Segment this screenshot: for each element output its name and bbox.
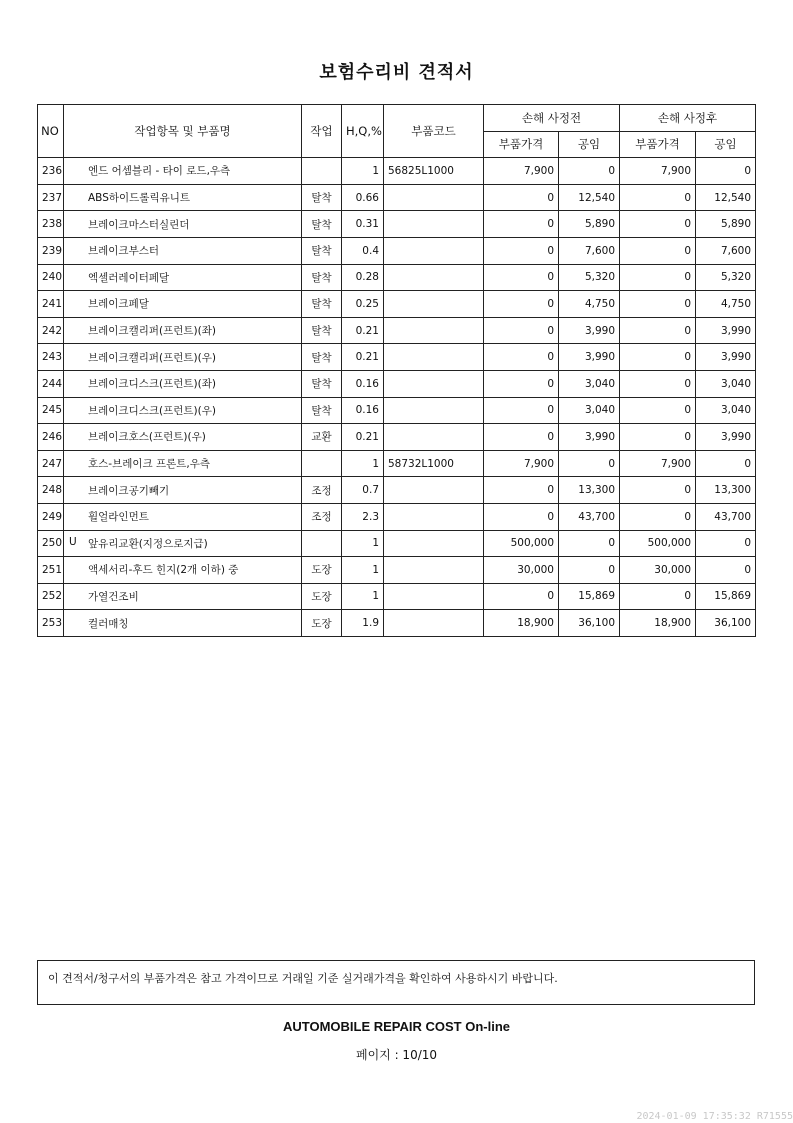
row-item-name-text: 컬러매칭 <box>88 617 129 630</box>
row-after-labor: 43,700 <box>696 503 756 530</box>
row-after-labor: 0 <box>696 450 756 477</box>
row-before-part-price: 0 <box>484 211 559 238</box>
row-after-labor: 0 <box>696 530 756 557</box>
row-no-value: 242 <box>42 324 63 337</box>
row-no <box>38 397 64 424</box>
row-item-name-text: 브레이크마스터실린더 <box>88 218 190 231</box>
header-no: NO <box>38 105 64 158</box>
row-no-value: 252 <box>42 590 63 603</box>
table-row <box>38 370 756 397</box>
row-item-name <box>64 557 302 584</box>
row-part-code <box>384 317 484 344</box>
footer-brand: AUTOMOBILE REPAIR COST On-line <box>282 1019 511 1034</box>
row-no <box>38 237 64 264</box>
row-part-code: 58732L1000 <box>384 450 484 477</box>
table-row <box>38 317 756 344</box>
header-after-labor: 공임 <box>696 131 756 158</box>
row-part-code <box>384 530 484 557</box>
row-work <box>302 450 342 477</box>
row-after-part-price: 7,900 <box>620 450 696 477</box>
header-after-part-price: 부품가격 <box>620 131 696 158</box>
header-before-labor: 공임 <box>559 131 620 158</box>
row-after-labor: 36,100 <box>696 610 756 637</box>
row-after-labor: 3,990 <box>696 317 756 344</box>
header-after: 손해 사정후 <box>620 105 756 132</box>
row-after-part-price: 0 <box>620 583 696 610</box>
row-after-labor: 7,600 <box>696 237 756 264</box>
row-after-part-price: 0 <box>620 397 696 424</box>
row-hq: 0.16 <box>342 370 384 397</box>
header-before-part-price: 부품가격 <box>484 131 559 158</box>
row-work: 탈착 <box>302 397 342 424</box>
row-before-labor: 0 <box>559 557 620 584</box>
row-after-labor: 3,990 <box>696 344 756 371</box>
row-before-labor: 0 <box>559 158 620 185</box>
row-item-name <box>64 450 302 477</box>
row-item-name <box>64 317 302 344</box>
estimate-table <box>37 104 756 637</box>
row-hq: 0.21 <box>342 344 384 371</box>
row-no <box>38 211 64 238</box>
row-item-name-text: 브레이크페달 <box>88 298 149 311</box>
row-work: 조정 <box>302 503 342 530</box>
row-before-labor: 0 <box>559 450 620 477</box>
row-item-name <box>64 237 302 264</box>
row-before-part-price: 0 <box>484 317 559 344</box>
row-part-code <box>384 344 484 371</box>
page-number: 페이지 : 10/10 <box>355 1048 438 1062</box>
row-no <box>38 583 64 610</box>
row-before-labor: 4,750 <box>559 291 620 318</box>
row-hq: 0.21 <box>342 317 384 344</box>
row-work: 교환 <box>302 424 342 451</box>
row-no-value: 247 <box>42 457 63 470</box>
row-after-labor: 3,040 <box>696 370 756 397</box>
row-no-value: 251 <box>42 563 63 576</box>
row-before-labor: 3,040 <box>559 370 620 397</box>
row-before-part-price: 500,000 <box>484 530 559 557</box>
row-item-name-text: 브레이크캘리퍼(프런트)(우) <box>88 351 216 364</box>
row-before-labor: 12,540 <box>559 184 620 211</box>
row-no <box>38 424 64 451</box>
row-no-value: 244 <box>42 377 63 390</box>
notice-box: 이 견적서/청구서의 부품가격은 참고 가격이므로 거래일 기준 실거래가격을 확인하여 사용하시기 바랍니다. <box>37 960 755 1005</box>
row-before-part-price: 7,900 <box>484 158 559 185</box>
row-no-value: 243 <box>42 351 63 364</box>
table-row <box>38 557 756 584</box>
row-hq: 1.9 <box>342 610 384 637</box>
row-part-code <box>384 370 484 397</box>
row-after-part-price: 0 <box>620 344 696 371</box>
row-after-labor: 15,869 <box>696 583 756 610</box>
row-no <box>38 264 64 291</box>
row-before-labor: 15,869 <box>559 583 620 610</box>
row-item-name-text: 브레이크디스크(프런트)(우) <box>88 404 216 417</box>
print-timestamp: 2024-01-09 17:35:32 R71555 <box>636 1111 793 1122</box>
row-item-name-text: 브레이크디스크(프런트)(좌) <box>88 378 216 391</box>
row-after-labor: 0 <box>696 158 756 185</box>
row-no-value: 237 <box>42 191 63 204</box>
row-no <box>38 344 64 371</box>
row-item-name-text: 브레이크호스(프런트)(우) <box>88 431 206 444</box>
row-before-part-price: 18,900 <box>484 610 559 637</box>
row-before-labor: 3,990 <box>559 424 620 451</box>
row-work: 조정 <box>302 477 342 504</box>
row-before-part-price: 0 <box>484 397 559 424</box>
row-no <box>38 530 64 557</box>
header-item: 작업항목 및 부품명 <box>64 105 302 158</box>
row-before-part-price: 0 <box>484 424 559 451</box>
table-row <box>38 211 756 238</box>
row-part-code <box>384 610 484 637</box>
row-work <box>302 530 342 557</box>
row-part-code <box>384 477 484 504</box>
row-work: 탈착 <box>302 237 342 264</box>
table-row <box>38 477 756 504</box>
row-before-part-price: 0 <box>484 503 559 530</box>
row-item-name <box>64 344 302 371</box>
row-item-name <box>64 424 302 451</box>
row-after-labor: 5,890 <box>696 211 756 238</box>
row-before-labor: 3,990 <box>559 344 620 371</box>
row-after-part-price: 18,900 <box>620 610 696 637</box>
row-no-value: 248 <box>42 484 63 497</box>
table-body <box>38 158 756 637</box>
row-after-part-price: 0 <box>620 317 696 344</box>
row-item-name-text: 휠얼라인먼트 <box>88 511 149 524</box>
table-row <box>38 264 756 291</box>
row-no <box>38 184 64 211</box>
row-after-part-price: 7,900 <box>620 158 696 185</box>
row-part-code <box>384 291 484 318</box>
row-after-part-price: 0 <box>620 184 696 211</box>
table-row <box>38 424 756 451</box>
table-row <box>38 610 756 637</box>
document-title: 보험수리비 견적서 <box>319 62 474 83</box>
table-row <box>38 530 756 557</box>
table-row <box>38 291 756 318</box>
row-part-code <box>384 503 484 530</box>
row-no-value: 238 <box>42 218 63 231</box>
row-item-name <box>64 184 302 211</box>
row-item-name-text: 엔드 어셈블리 - 타이 로드,우측 <box>88 165 231 178</box>
row-hq: 1 <box>342 583 384 610</box>
row-no-value: 253 <box>42 617 63 630</box>
row-before-part-price: 0 <box>484 477 559 504</box>
table-row <box>38 158 756 185</box>
row-hq: 0.7 <box>342 477 384 504</box>
row-item-name-text: 호스-브레이크 프론트,우측 <box>88 458 211 471</box>
row-after-labor: 3,040 <box>696 397 756 424</box>
row-no-value: 239 <box>42 244 63 257</box>
row-work: 탈착 <box>302 317 342 344</box>
row-item-name <box>64 370 302 397</box>
row-no-value: 249 <box>42 510 63 523</box>
row-item-name <box>64 610 302 637</box>
row-work: 탈착 <box>302 291 342 318</box>
row-before-labor: 5,890 <box>559 211 620 238</box>
row-no-value: 241 <box>42 297 63 310</box>
row-no-value: 246 <box>42 430 63 443</box>
row-part-code: 56825L1000 <box>384 158 484 185</box>
row-hq: 1 <box>342 450 384 477</box>
row-before-part-price: 0 <box>484 184 559 211</box>
row-item-name-text: 엑셀러레이터페달 <box>88 271 170 284</box>
table-row <box>38 583 756 610</box>
row-before-labor: 0 <box>559 530 620 557</box>
row-before-labor: 43,700 <box>559 503 620 530</box>
table-row <box>38 237 756 264</box>
row-before-labor: 36,100 <box>559 610 620 637</box>
row-before-part-price: 0 <box>484 264 559 291</box>
row-after-labor: 12,540 <box>696 184 756 211</box>
row-before-labor: 13,300 <box>559 477 620 504</box>
row-before-labor: 5,320 <box>559 264 620 291</box>
row-work: 탈착 <box>302 370 342 397</box>
header-code: 부품코드 <box>384 105 484 158</box>
row-after-part-price: 0 <box>620 370 696 397</box>
row-no-value: 240 <box>42 271 63 284</box>
header-hq: H,Q,% <box>342 105 384 158</box>
row-hq: 0.28 <box>342 264 384 291</box>
row-before-labor: 3,040 <box>559 397 620 424</box>
table-row <box>38 450 756 477</box>
row-before-part-price: 30,000 <box>484 557 559 584</box>
row-after-labor: 3,990 <box>696 424 756 451</box>
row-before-part-price: 0 <box>484 370 559 397</box>
row-no <box>38 610 64 637</box>
row-item-name <box>64 503 302 530</box>
row-after-labor: 4,750 <box>696 291 756 318</box>
row-after-part-price: 0 <box>620 264 696 291</box>
row-part-code <box>384 397 484 424</box>
row-work: 탈착 <box>302 211 342 238</box>
row-before-part-price: 0 <box>484 344 559 371</box>
row-hq: 0.16 <box>342 397 384 424</box>
table-row <box>38 503 756 530</box>
row-no <box>38 370 64 397</box>
header-work: 작업 <box>302 105 342 158</box>
table-row <box>38 397 756 424</box>
row-item-name-text: 브레이크공기빼기 <box>88 484 170 497</box>
table-header <box>38 105 756 158</box>
row-work: 탈착 <box>302 264 342 291</box>
row-item-name-text: 브레이크부스터 <box>88 245 160 258</box>
row-item-name-text: 액세서리-후드 힌지(2개 이하) 중 <box>88 564 239 577</box>
row-work: 탈착 <box>302 344 342 371</box>
row-part-code <box>384 557 484 584</box>
table-row <box>38 184 756 211</box>
row-hq: 1 <box>342 158 384 185</box>
row-part-code <box>384 424 484 451</box>
row-no-value: 245 <box>42 404 63 417</box>
row-work: 도장 <box>302 557 342 584</box>
row-part-code <box>384 264 484 291</box>
row-after-part-price: 0 <box>620 291 696 318</box>
row-hq: 1 <box>342 557 384 584</box>
row-after-labor: 5,320 <box>696 264 756 291</box>
row-work: 도장 <box>302 610 342 637</box>
row-item-name <box>64 477 302 504</box>
row-item-name-text: 가열건조비 <box>88 590 139 603</box>
row-item-name <box>64 291 302 318</box>
row-after-labor: 13,300 <box>696 477 756 504</box>
row-part-code <box>384 583 484 610</box>
row-item-name-text: 앞유리교환(지정으로지급) <box>88 537 208 550</box>
row-part-code <box>384 211 484 238</box>
row-after-part-price: 0 <box>620 503 696 530</box>
row-no <box>38 291 64 318</box>
row-hq: 0.21 <box>342 424 384 451</box>
row-hq: 0.4 <box>342 237 384 264</box>
row-hq: 0.25 <box>342 291 384 318</box>
row-item-name-text: ABS하이드롤릭유니트 <box>88 192 191 205</box>
row-no-value: 250 <box>42 537 63 550</box>
row-after-part-price: 0 <box>620 211 696 238</box>
row-work: 탈착 <box>302 184 342 211</box>
row-before-labor: 7,600 <box>559 237 620 264</box>
row-no <box>38 477 64 504</box>
row-no <box>38 503 64 530</box>
row-item-name <box>64 158 302 185</box>
row-hq: 0.66 <box>342 184 384 211</box>
row-after-part-price: 500,000 <box>620 530 696 557</box>
row-before-labor: 3,990 <box>559 317 620 344</box>
row-flag: U <box>69 535 77 548</box>
row-part-code <box>384 184 484 211</box>
header-before: 손해 사정전 <box>484 105 620 132</box>
row-no-value: 236 <box>42 164 63 177</box>
row-work <box>302 158 342 185</box>
row-no <box>38 557 64 584</box>
row-hq: 0.31 <box>342 211 384 238</box>
row-hq: 2.3 <box>342 503 384 530</box>
row-before-part-price: 7,900 <box>484 450 559 477</box>
table-row <box>38 344 756 371</box>
row-item-name <box>64 397 302 424</box>
row-part-code <box>384 237 484 264</box>
row-after-part-price: 0 <box>620 237 696 264</box>
row-no <box>38 317 64 344</box>
row-item-name-text: 브레이크캘리퍼(프런트)(좌) <box>88 325 216 338</box>
row-before-part-price: 0 <box>484 237 559 264</box>
row-work: 도장 <box>302 583 342 610</box>
row-after-part-price: 0 <box>620 424 696 451</box>
row-item-name <box>64 583 302 610</box>
row-before-part-price: 0 <box>484 291 559 318</box>
row-hq: 1 <box>342 530 384 557</box>
row-after-part-price: 0 <box>620 477 696 504</box>
row-after-labor: 0 <box>696 557 756 584</box>
row-before-part-price: 0 <box>484 583 559 610</box>
row-item-name <box>64 264 302 291</box>
row-after-part-price: 30,000 <box>620 557 696 584</box>
row-item-name <box>64 530 302 557</box>
row-item-name <box>64 211 302 238</box>
row-no <box>38 158 64 185</box>
row-no <box>38 450 64 477</box>
